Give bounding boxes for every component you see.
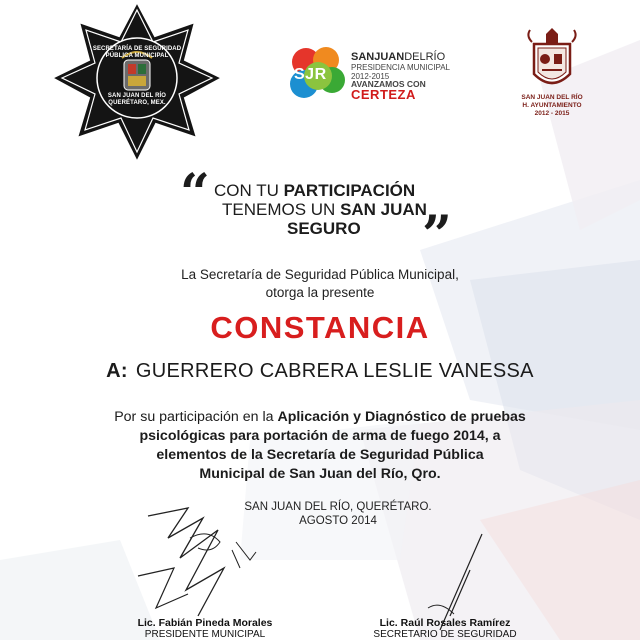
signature-scribble-1 bbox=[128, 498, 278, 628]
ayuntamiento-line-2: H. AYUNTAMIENTO bbox=[522, 102, 582, 109]
sjr-title-thin: DELRÍO bbox=[404, 51, 446, 63]
recipient-name: GUERRERO CABRERA LESLIE VANESSA bbox=[135, 360, 534, 382]
quote-open: “ bbox=[180, 163, 210, 224]
presidency-logo bbox=[288, 46, 463, 106]
coat-of-arms-icon bbox=[508, 26, 596, 96]
sjr-title-bold: SANJUAN bbox=[351, 51, 405, 63]
badge-line-4: QUERÉTARO, MEX. bbox=[108, 100, 166, 106]
slogan-line-3-bold: SEGURO bbox=[287, 219, 361, 238]
star-badge-icon bbox=[52, 2, 222, 164]
recipient-label: A: bbox=[106, 360, 128, 382]
signer-president bbox=[100, 617, 310, 640]
ayuntamiento-line-1: SAN JUAN DEL RÍO bbox=[521, 94, 583, 101]
sjr-mark: SJR bbox=[294, 66, 327, 83]
sjr-line-1: PRESIDENCIA MUNICIPAL bbox=[351, 63, 450, 72]
police-star-badge bbox=[52, 2, 222, 164]
slogan-line-2-bold: SAN JUAN bbox=[340, 200, 427, 219]
intro-text bbox=[0, 266, 640, 302]
signer-president-name: Lic. Fabián Pineda Morales bbox=[137, 617, 273, 629]
description-line-3: elementos de la Secretaría de Seguridad Pública bbox=[156, 447, 484, 463]
description-line-1-bold: Aplicación y Diagnóstico de pruebas bbox=[277, 409, 526, 425]
slogan-line-2 bbox=[222, 201, 427, 219]
description-line-2: psicológicas para portación de arma de fuego 2014, a bbox=[139, 428, 501, 444]
badge-line-1: SECRETARÍA DE SEGURIDAD bbox=[92, 46, 182, 52]
certificate-title: CONSTANCIA bbox=[210, 310, 430, 345]
slogan-line-2-pre: TENEMOS UN bbox=[222, 200, 341, 219]
place-line: SAN JUAN DEL RÍO, QUERÉTARO. bbox=[244, 501, 432, 513]
description-line-1-plain: Por su participación en la bbox=[114, 409, 278, 425]
signer-president-role: PRESIDENTE MUNICIPAL bbox=[144, 629, 266, 640]
ayuntamiento-logo bbox=[508, 26, 596, 122]
ayuntamiento-line-3: 2012 - 2015 bbox=[534, 110, 570, 117]
recipient bbox=[0, 360, 640, 383]
badge-line-2: PÚBLICA MUNICIPAL bbox=[105, 53, 169, 59]
signer-security-role: SECRETARIO DE SEGURIDAD bbox=[373, 629, 517, 640]
slogan-line-1-pre: CON TU bbox=[214, 181, 284, 200]
description-line-4: Municipal de San Juan del Río, Qro. bbox=[199, 466, 441, 482]
place-date bbox=[18, 500, 640, 528]
slogan-line-1-bold: PARTICIPACIÓN bbox=[283, 181, 416, 200]
sjr-title bbox=[351, 51, 445, 63]
description bbox=[0, 408, 640, 484]
slogan-line-1 bbox=[214, 182, 415, 200]
sjr-line-3: AVANZAMOS CON bbox=[351, 79, 426, 89]
quote-close: ” bbox=[422, 205, 452, 266]
intro-line-1: La Secretaría de Seguridad Pública Municipal, bbox=[181, 267, 459, 282]
signer-security bbox=[345, 617, 545, 640]
sjr-line-2: 2012-2015 bbox=[351, 72, 390, 81]
description-line-1 bbox=[0, 408, 640, 427]
intro-line-2: otorga la presente bbox=[265, 285, 375, 300]
sjr-certeza: CERTEZA bbox=[351, 87, 416, 102]
badge-line-3: SAN JUAN DEL RÍO bbox=[107, 93, 167, 99]
slogan-line-3 bbox=[287, 220, 361, 238]
signer-security-name: Lic. Raúl Rosales Ramírez bbox=[379, 617, 511, 629]
date-line: AGOSTO 2014 bbox=[299, 515, 377, 527]
